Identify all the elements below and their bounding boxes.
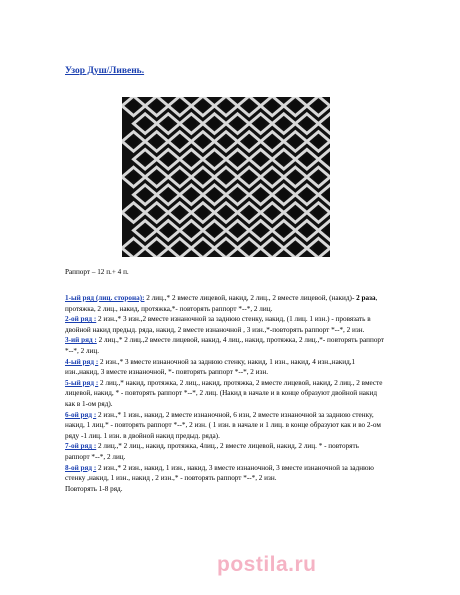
lace-hole — [175, 208, 185, 218]
lace-hole — [198, 208, 208, 218]
lace-hole — [313, 243, 323, 253]
rapport-text: Раппорт – 12 п.+ 4 п. — [65, 268, 129, 276]
row-text: 2 лиц.,* 2 вместе лицевой, накид, 2 лиц., 2 вместе лицевой, (накид)- — [144, 294, 357, 302]
row-text: 2 лиц.,* 2 лиц., накид, протяжка, 4лиц., 2 вместе лицевой, накид, 2 лиц. * - повторять раппорт *--*, 2 лиц. — [65, 442, 359, 461]
lace-hole — [325, 154, 330, 164]
lace-hole — [290, 136, 300, 146]
row-label: 8-ой ряд : — [65, 463, 97, 472]
lace-hole — [198, 136, 208, 146]
lace-hole — [221, 208, 231, 218]
row-instruction — [65, 335, 385, 356]
lace-hole — [186, 119, 196, 129]
lace-hole — [152, 136, 162, 146]
lace-hole — [128, 136, 138, 146]
lace-hole — [256, 225, 266, 235]
lace-hole — [209, 225, 219, 235]
lace-hole — [163, 154, 173, 164]
lace-hole — [279, 190, 289, 200]
lace-hole — [186, 225, 196, 235]
lace-hole — [267, 136, 277, 146]
row-label: 3-ий ряд : — [65, 336, 97, 345]
lace-hole — [163, 119, 173, 129]
row-text: 2 лиц.,* накид, протяжка, 2 лиц., накид, протяжка, 2 вместе лицевой, накид, 2 лиц., 2 вместе лицевой, накид, * - повторять раппорт *--*, 2 лиц. (Накид в начале и в конце образуют двойной накид как в 1-ом ряд). — [65, 378, 383, 408]
lace-hole — [256, 190, 266, 200]
lace-hole — [163, 225, 173, 235]
lace-hole — [290, 208, 300, 218]
lace-hole — [267, 243, 277, 253]
lace-hole — [140, 154, 150, 164]
lace-hole — [209, 190, 219, 200]
lace-hole — [302, 190, 312, 200]
row-label: 5-ый ряд : — [65, 378, 99, 387]
lace-hole — [279, 119, 289, 129]
lace-hole — [140, 119, 150, 129]
lace-hole — [244, 136, 254, 146]
lace-hole — [140, 225, 150, 235]
row-text: 2 изн.,* 3 вместе изнаночной за заднюю стенку, накид, 1 изн., накид, 4 изн.,накид,1 изн.,накид, 3 вместе изнаночной, *- повторять раппорт *--*, 2 изн. — [65, 357, 356, 377]
row-text: 2 изн.,* 1 изн., накид, 2 вместе изнаночной, 6 изн, 2 вместе изнаночной за заднюю стенку, накид, 1 лиц.* - повторять раппорт *--*, 2 изн. ( 1 изн. в начале и 1 лиц. в конце образуют как и во 2-ом ряду -1 лиц. 1 изн. в двойной накид предыд. ряда). — [65, 410, 381, 440]
row-instruction — [65, 314, 385, 335]
lace-hole — [313, 101, 323, 111]
lace-hole — [232, 154, 242, 164]
row-instruction — [65, 293, 385, 314]
lace-pattern-image — [122, 97, 330, 257]
row-text: 2 изн.,* 2 изн., накид, 1 изн., накид, 3 вместе изнаночной, 3 вместе изнаночной за заднюю стенку ,накид, 1 изн., накид , 2 изн.,* - повторять раппорт *--*, 2 изн. — [65, 463, 374, 483]
lace-hole — [267, 172, 277, 182]
lace-hole — [221, 243, 231, 253]
lace-hole — [267, 208, 277, 218]
lace-hole — [198, 172, 208, 182]
lace-hole — [209, 119, 219, 129]
lace-hole — [221, 101, 231, 111]
lace-hole — [256, 154, 266, 164]
row-instruction — [65, 357, 385, 378]
lace-hole — [302, 119, 312, 129]
lace-hole — [128, 208, 138, 218]
lace-hole — [186, 154, 196, 164]
row-text: , протяжка, 2 лиц., накид, протяжка,*- повторять раппорт *--*, 2 лиц. — [65, 294, 378, 313]
knitting-photo — [122, 97, 330, 257]
lace-hole — [232, 225, 242, 235]
lace-hole — [244, 101, 254, 111]
lace-hole — [175, 243, 185, 253]
row-label: 6-ой ряд : — [65, 410, 97, 419]
row-instruction — [65, 463, 385, 484]
lace-hole — [186, 190, 196, 200]
row-instructions — [65, 293, 385, 494]
lace-hole — [221, 172, 231, 182]
lace-hole — [313, 172, 323, 182]
lace-hole — [244, 172, 254, 182]
lace-hole — [198, 243, 208, 253]
lace-hole — [232, 119, 242, 129]
lace-hole — [290, 172, 300, 182]
row-label: 7-ой ряд : — [65, 442, 97, 451]
lace-hole — [267, 101, 277, 111]
lace-hole — [302, 225, 312, 235]
lace-hole — [128, 101, 138, 111]
lace-hole — [221, 136, 231, 146]
lace-hole — [325, 225, 330, 235]
lace-hole — [279, 154, 289, 164]
lace-hole — [313, 136, 323, 146]
lace-hole — [232, 190, 242, 200]
repeat-note: Повторять 1-8 ряд. — [65, 484, 123, 493]
lace-hole — [302, 154, 312, 164]
lace-hole — [152, 101, 162, 111]
lace-hole — [128, 172, 138, 182]
lace-hole — [244, 208, 254, 218]
lace-hole — [152, 243, 162, 253]
lace-hole — [244, 243, 254, 253]
lace-hole — [175, 172, 185, 182]
lace-hole — [128, 243, 138, 253]
lace-hole — [175, 136, 185, 146]
postila-logo: postila.ru — [217, 553, 317, 576]
row-label: 1-ый ряд (лиц. сторона): — [65, 294, 145, 302]
lace-hole — [209, 154, 219, 164]
lace-hole — [163, 190, 173, 200]
row-text: 2 изн.,* 3 изн.,2 вместе изнаночной за заднюю стенку, накид, (1 лиц. 1 изн.) - провязать в двойной накид предыд. ряда, накид, 2 вместе изнаночной , 3 изн.,*-повторять раппорт *--*, 2 изн. — [65, 315, 371, 334]
lace-hole — [290, 243, 300, 253]
lace-hole — [140, 190, 150, 200]
lace-hole — [290, 101, 300, 111]
lace-hole — [152, 208, 162, 218]
row-label: 4-ый ряд : — [65, 357, 99, 366]
lace-hole — [256, 119, 266, 129]
pattern-title[interactable]: Узор Душ/Ливень. — [65, 66, 145, 76]
lace-hole — [198, 101, 208, 111]
row-instruction — [65, 410, 385, 442]
lace-hole — [152, 172, 162, 182]
row-label: 2-ой ряд : — [65, 315, 97, 324]
lace-hole — [325, 190, 330, 200]
lace-hole — [279, 225, 289, 235]
bold-text: 2 раза — [356, 294, 376, 302]
lace-hole — [325, 119, 330, 129]
lace-hole — [175, 101, 185, 111]
row-instruction — [65, 378, 385, 410]
row-text: 2 лиц.,* 2 лиц.,2 вместе лицевой, накид, 4 лиц., накид, протяжка, 2 лиц.,*- повторять раппорт *--*, 2 лиц. — [65, 336, 385, 355]
row-instruction — [65, 441, 385, 462]
lace-hole — [313, 208, 323, 218]
